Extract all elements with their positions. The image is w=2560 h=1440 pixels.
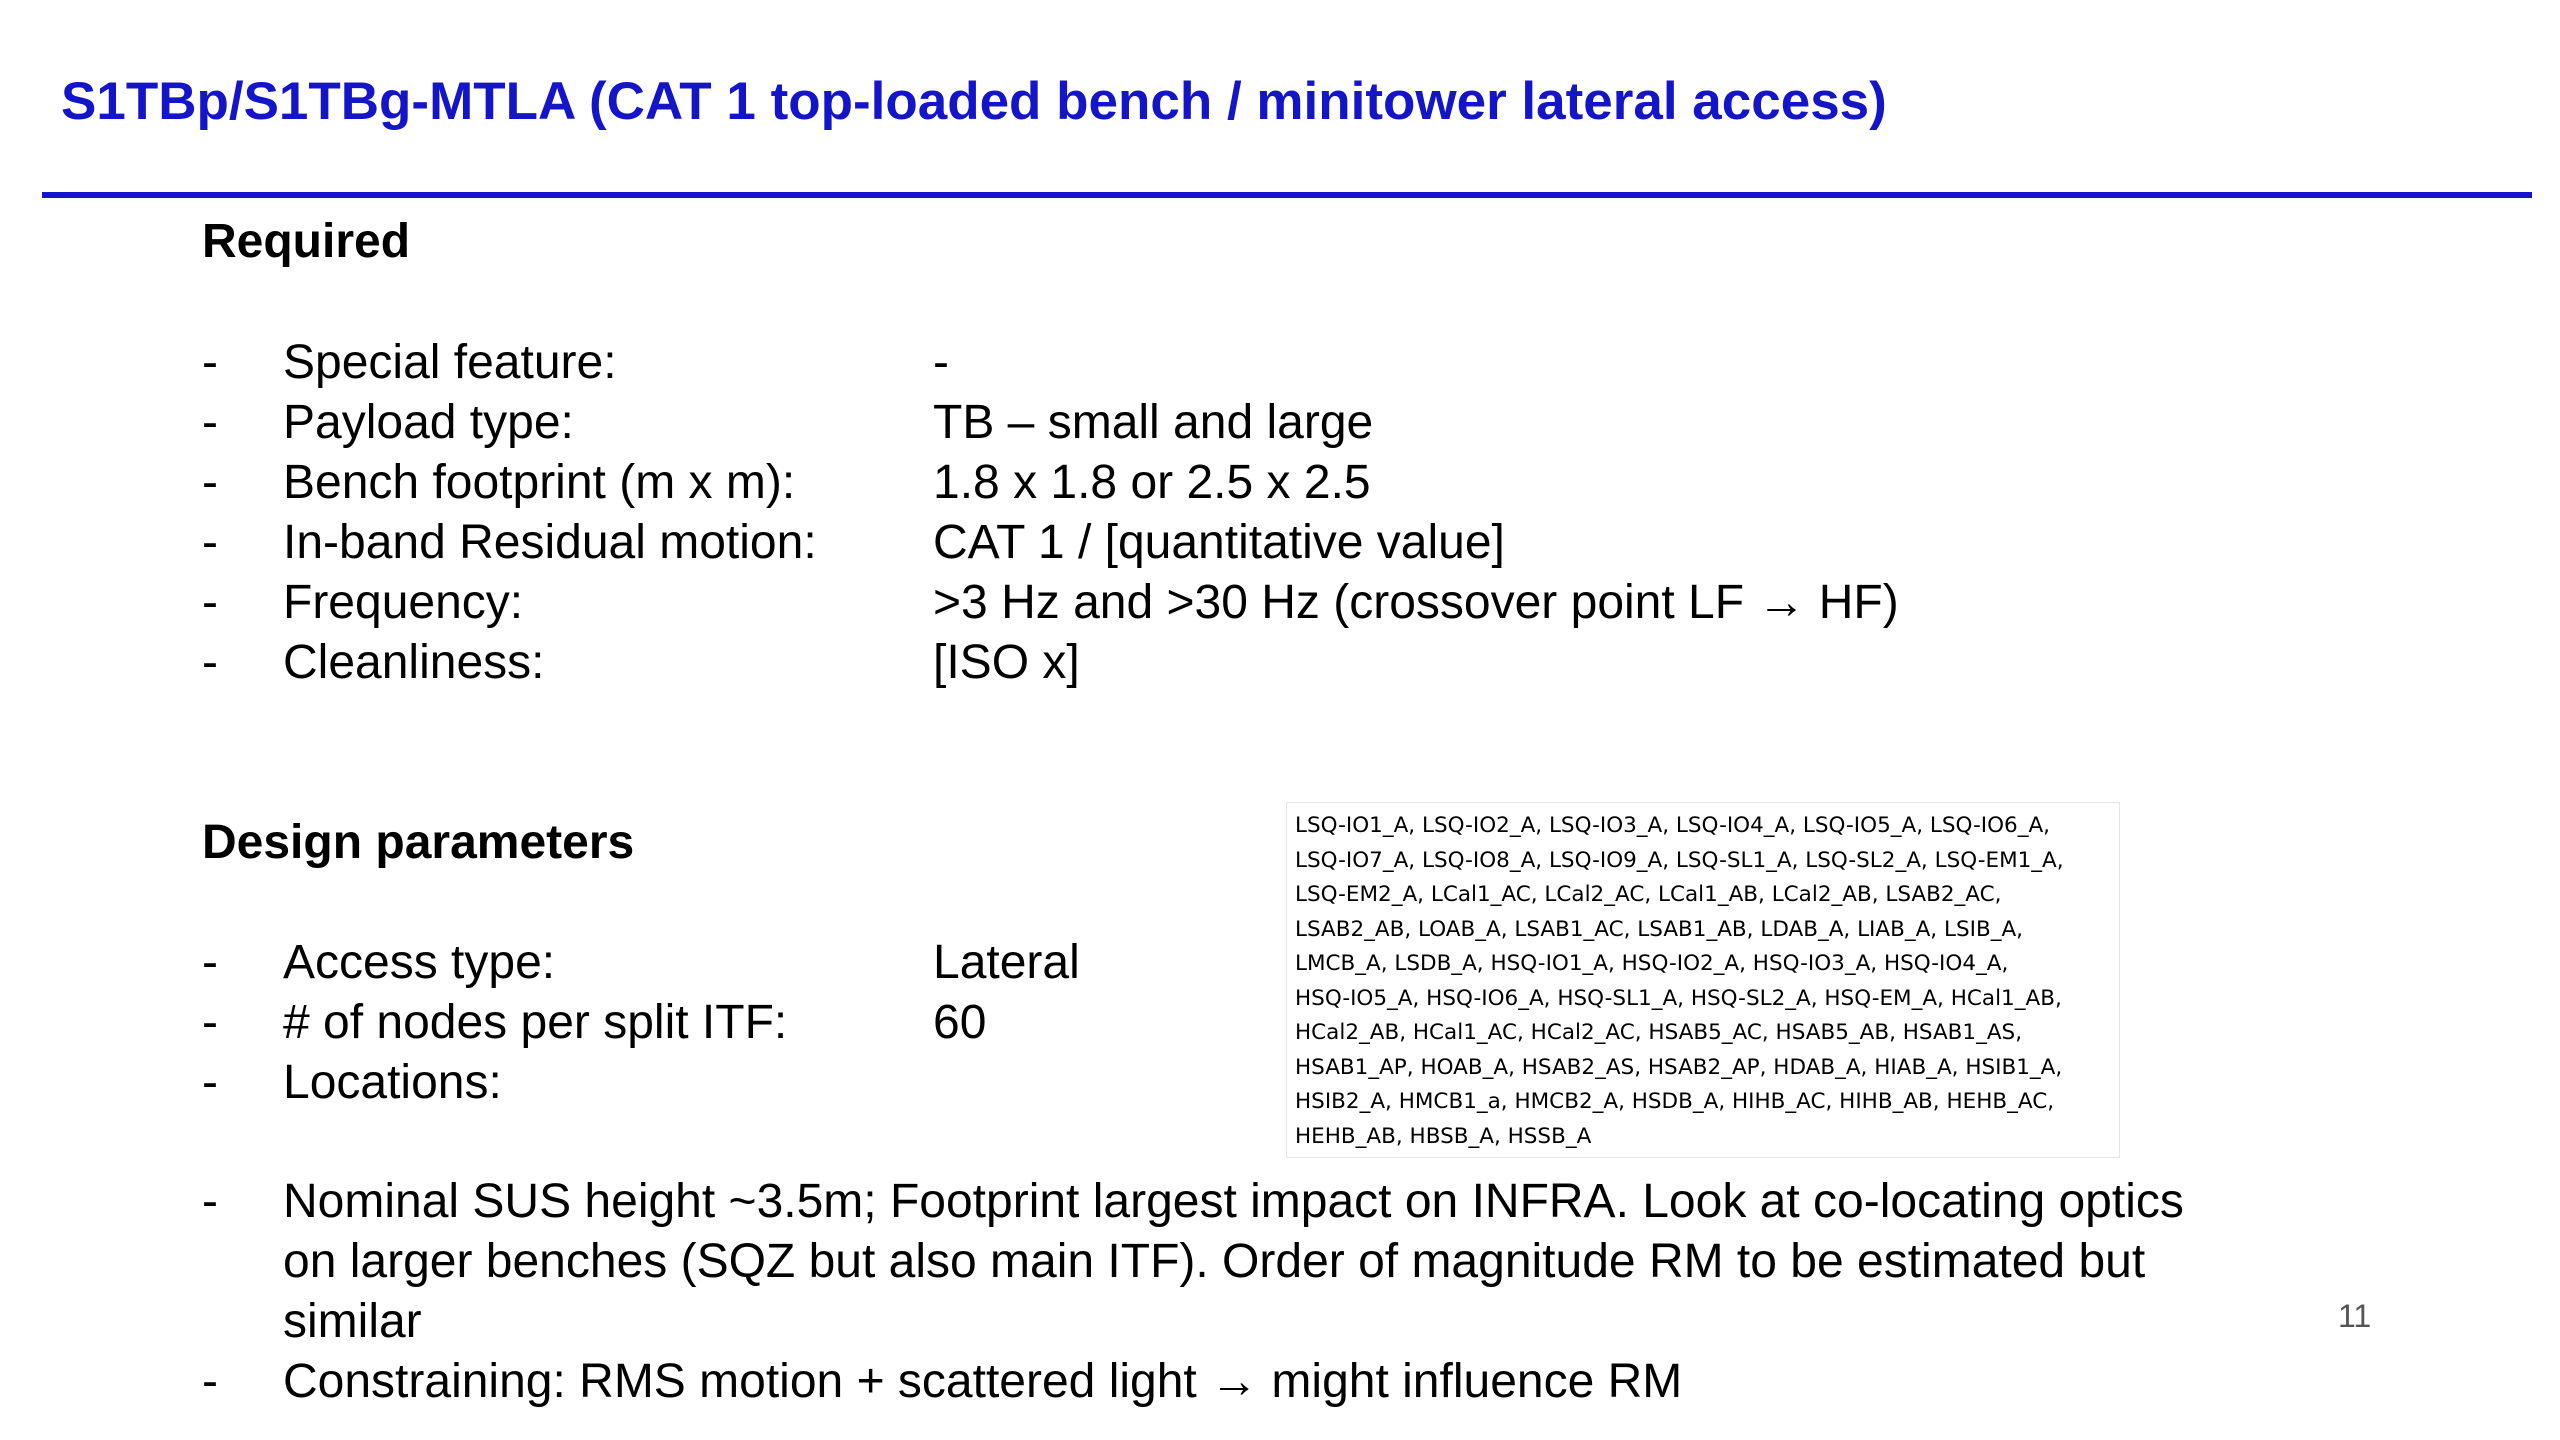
required-heading: Required: [202, 215, 411, 268]
note-line: similar: [283, 1295, 422, 1348]
location-line: HSQ-IO5_A, HSQ-IO6_A, HSQ-SL1_A, HSQ-SL2_A, HSQ-EM_A, HCal1_AB,: [1295, 985, 2062, 1011]
note-line: [283, 1352, 2322, 1412]
bullet-dash: -: [202, 396, 218, 449]
param-label: Special feature:: [283, 336, 617, 389]
location-line: HSIB2_A, HMCB1_a, HMCB2_A, HSDB_A, HIHB_AC, HIHB_AB, HEHB_AC,: [1295, 1089, 2055, 1114]
frequency-value-end: HF): [1805, 576, 1899, 629]
location-line: HEHB_AB, HBSB_A, HSSB_A: [1295, 1123, 1592, 1149]
bullet-dash: -: [202, 636, 218, 689]
bullet-dash: -: [202, 1355, 218, 1408]
location-line: LSQ-EM2_A, LCal1_AC, LCal2_AC, LCal1_AB, LCal2_AB, LSAB2_AC,: [1295, 882, 2002, 907]
design-parameters-heading: Design parameters: [202, 816, 635, 869]
bullet-dash: -: [202, 336, 218, 389]
param-label: Payload type:: [283, 396, 574, 449]
location-line: LSAB2_AB, LOAB_A, LSAB1_AC, LSAB1_AB, LDAB_A, LIAB_A, LSIB_A,: [1295, 916, 2023, 942]
constraining-text-start: Constraining: RMS motion + scattered light: [283, 1355, 1211, 1408]
frequency-value-start: >3 Hz and >30 Hz (crossover point LF: [933, 576, 1758, 629]
right-arrow-icon: →: [1210, 1355, 1259, 1408]
param-label: Bench footprint (m x m):: [283, 456, 796, 509]
note-line: on larger benches (SQZ but also main ITF). Order of magnitude RM to be estimated but: [283, 1235, 2146, 1288]
param-label: Frequency:: [283, 576, 524, 629]
bullet-dash: -: [202, 1056, 218, 1109]
location-line: HSAB1_AP, HOAB_A, HSAB2_AS, HSAB2_AP, HDAB_A, HIAB_A, HSIB1_A,: [1295, 1054, 2063, 1080]
location-line: LSQ-IO1_A, LSQ-IO2_A, LSQ-IO3_A, LSQ-IO4_A, LSQ-IO5_A, LSQ-IO6_A,: [1295, 813, 2051, 838]
bullet-dash: -: [202, 996, 218, 1049]
note-constraining: [202, 1352, 2322, 1412]
bullet-dash: -: [202, 576, 218, 629]
param-value: CAT 1 / [quantitative value]: [933, 516, 1505, 569]
param-value: -: [933, 336, 949, 389]
location-line: LSQ-IO7_A, LSQ-IO8_A, LSQ-IO9_A, LSQ-SL1_A, LSQ-SL2_A, LSQ-EM1_A,: [1295, 847, 2064, 873]
param-value: [ISO x]: [933, 636, 1080, 689]
right-arrow-icon: →: [1757, 576, 1806, 629]
note-line: Nominal SUS height ~3.5m; Footprint largest impact on INFRA. Look at co-locating optics: [283, 1175, 2184, 1228]
notes-list: [202, 1172, 2322, 1412]
note-sus-height: [202, 1172, 2322, 1352]
page-number: 11: [2338, 1298, 2372, 1334]
param-value: TB – small and large: [933, 396, 1374, 449]
param-label: Locations:: [283, 1056, 502, 1109]
slide-title: S1TBp/S1TBg-MTLA (CAT 1 top-loaded bench / minitower lateral access): [61, 72, 1887, 131]
bullet-dash: -: [202, 936, 218, 989]
location-line: HCal2_AB, HCal1_AC, HCal2_AC, HSAB5_AC, HSAB5_AB, HSAB1_AS,: [1295, 1020, 2023, 1045]
param-label: In-band Residual motion:: [283, 516, 817, 569]
bullet-dash: -: [202, 1175, 218, 1228]
param-label: # of nodes per split ITF:: [283, 996, 788, 1049]
param-value: 1.8 x 1.8 or 2.5 x 2.5: [933, 456, 1371, 509]
param-label: Cleanliness:: [283, 636, 545, 689]
param-value: 60: [933, 996, 987, 1049]
locations-list-box: [1286, 802, 2120, 1158]
constraining-text-end: might influence RM: [1258, 1355, 1683, 1408]
bullet-dash: -: [202, 516, 218, 569]
param-value: Lateral: [933, 936, 1080, 989]
location-line: LMCB_A, LSDB_A, HSQ-IO1_A, HSQ-IO2_A, HSQ-IO3_A, HSQ-IO4_A,: [1295, 951, 2009, 976]
title-divider: [42, 192, 2532, 198]
bullet-dash: -: [202, 456, 218, 509]
param-value: [933, 573, 1899, 633]
param-label: Access type:: [283, 936, 556, 989]
